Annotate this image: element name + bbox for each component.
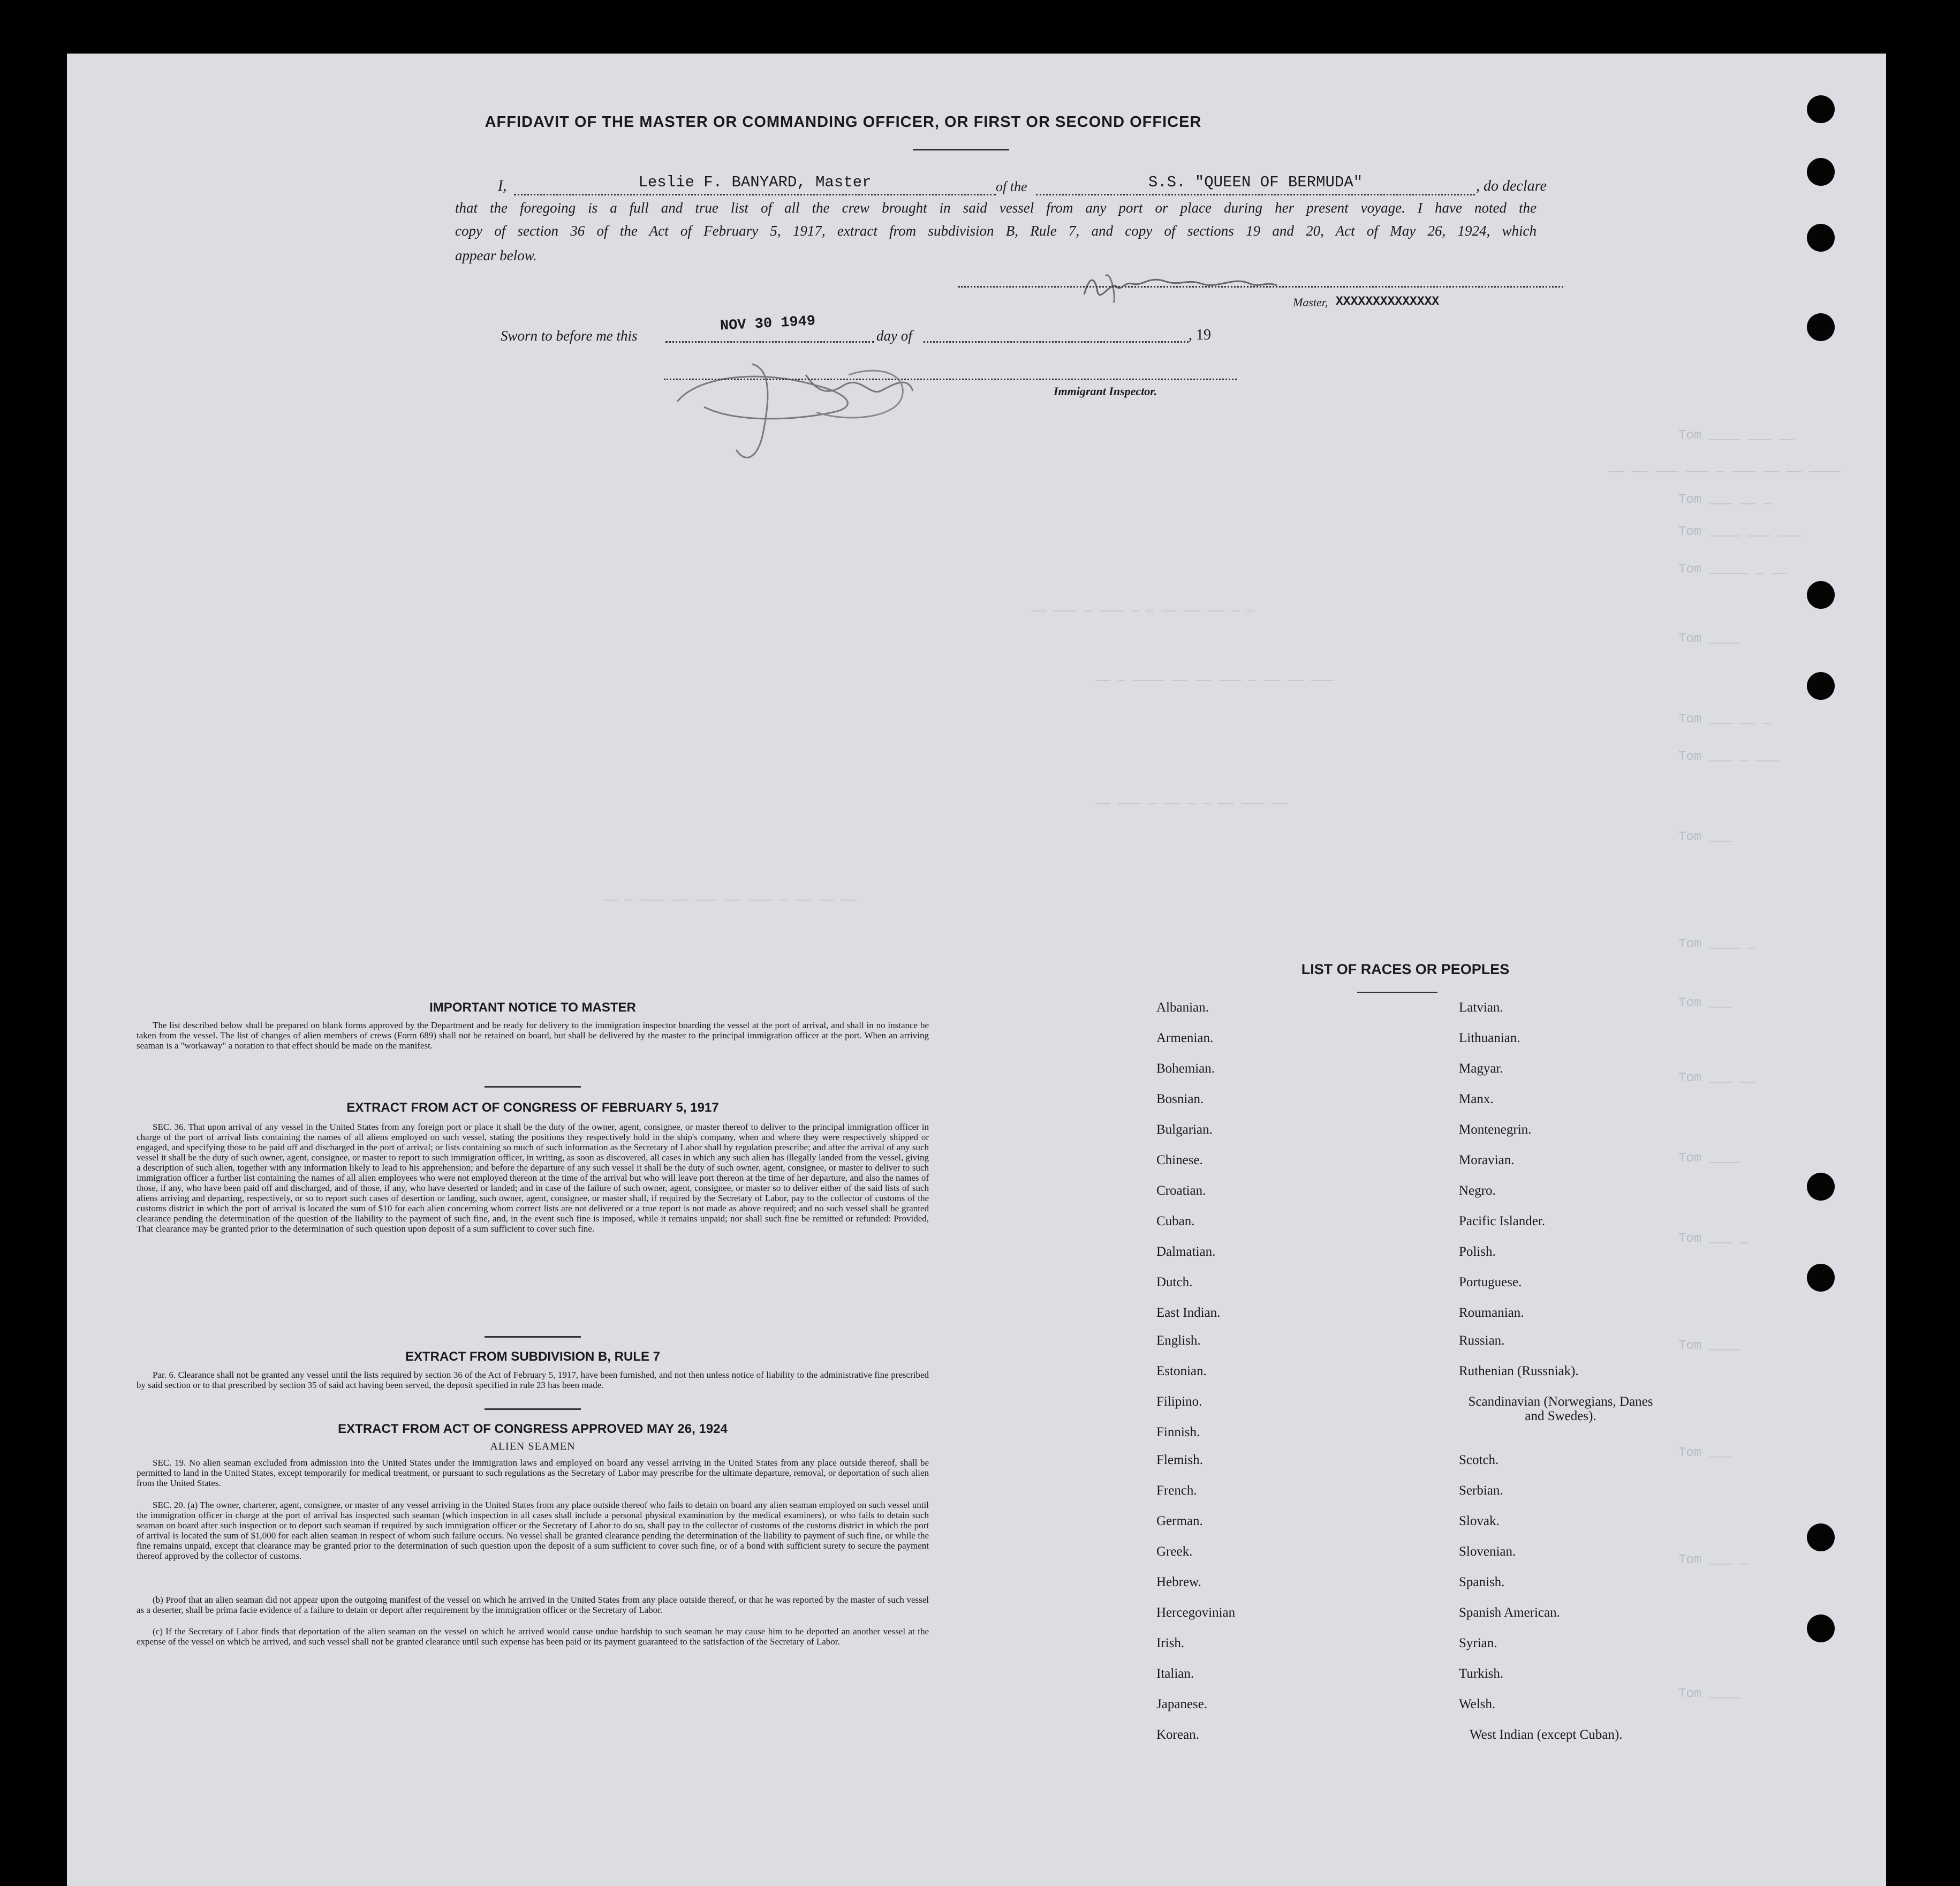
race-item: Spanish American. bbox=[1459, 1605, 1560, 1620]
rule7-body: Par. 6. Clearance shall not be granted any vessel until the lists required by section 36 of the Act of February 5, 1917, have been furnished, and not then unless notice of liability to the administrative fine prescribed by said section or to that prescribed by section 35 of said act having been served, the deposit specified in rule 23 has been made. bbox=[137, 1370, 929, 1390]
binder-hole bbox=[1807, 1523, 1835, 1551]
year-prefix: , 19 bbox=[1189, 327, 1211, 343]
affidavit-line-3: copy of section 36 of the Act of February 5, 1917, extract from subdivision B, Rule 7, and copy of sections 19 and 20, Act of May 26, 1924, which bbox=[455, 223, 1537, 239]
race-item: Filipino. bbox=[1156, 1394, 1202, 1409]
race-item: Latvian. bbox=[1459, 1000, 1503, 1015]
race-item: Italian. bbox=[1156, 1666, 1194, 1681]
race-item: Bosnian. bbox=[1156, 1092, 1204, 1106]
race-item: Scotch. bbox=[1459, 1453, 1499, 1467]
binder-hole bbox=[1807, 1615, 1835, 1642]
race-item: Pacific Islander. bbox=[1459, 1214, 1546, 1228]
races-title: LIST OF RACES OR PEOPLES bbox=[1301, 961, 1510, 977]
i-label: I, bbox=[498, 178, 507, 194]
rule7-title: EXTRACT FROM SUBDIVISION B, RULE 7 bbox=[405, 1349, 661, 1364]
race-item: Montenegrin. bbox=[1459, 1122, 1532, 1137]
race-item: Finnish. bbox=[1156, 1425, 1200, 1439]
sec20a-body: SEC. 20. (a) The owner, charterer, agent, consignee, or master of any vessel arriving in the United States from any place outside thereof who fails to detain on board any alien seaman employed on such vessel until the immigration officer in charge at the port of arrival has inspected such seaman (which inspection in all cases shall include a personal physical examination by the medical examiners), or who fails to detain such seaman on board after such inspection or to deport such seaman if required by such immigration officer or the Secretary of Labor to do so, shall pay to the collector of customs of the customs district in which the port of arrival is located the sum of $1,000 for each alien seaman in respect of whom such failure occurs. No vessel shall be granted clearance pending the determination of the liability to payment of such fine, or while the fine remains unpaid, except that clearance may be granted prior to the determination of such question upon the deposit of a sum sufficient to cover such fine, or of a bond with sufficient surety to secure the payment thereof approved by the collector of customs. bbox=[137, 1500, 929, 1561]
affidavit-title: AFFIDAVIT OF THE MASTER OR COMMANDING OFFICER, OR FIRST OR SECOND OFFICER bbox=[485, 114, 1202, 131]
race-item: Lithuanian. bbox=[1459, 1031, 1520, 1045]
affidavit-line-2: that the foregoing is a full and true list of all the crew brought in said vessel from any port or place during her present voyage. I have noted the bbox=[455, 200, 1537, 216]
master-signature-line bbox=[958, 285, 1563, 288]
notice-rule bbox=[485, 1086, 581, 1088]
race-item: Turkish. bbox=[1459, 1666, 1504, 1681]
binder-hole bbox=[1807, 95, 1835, 123]
race-item: Hercegovinian bbox=[1156, 1605, 1236, 1620]
race-item: Japanese. bbox=[1156, 1697, 1208, 1711]
race-item: West Indian (except Cuban). bbox=[1470, 1727, 1623, 1742]
extract-1917-title: EXTRACT FROM ACT OF CONGRESS OF FEBRUARY 5, 1917 bbox=[346, 1100, 719, 1115]
binder-hole bbox=[1807, 158, 1835, 186]
race-item: Manx. bbox=[1459, 1092, 1494, 1106]
race-item: Dutch. bbox=[1156, 1275, 1193, 1289]
race-item: Chinese. bbox=[1156, 1153, 1203, 1167]
sworn-label: Sworn to before me this bbox=[501, 328, 638, 344]
title-rule bbox=[913, 149, 1009, 150]
race-item: Scandinavian (Norwegians, Danes and Swedes). bbox=[1468, 1394, 1653, 1423]
race-item: Irish. bbox=[1156, 1636, 1185, 1650]
notice-body: The list described below shall be prepared on blank forms approved by the Department and be ready for delivery to the immigration inspector boarding the vessel at the port of arrival, and shall in no instance be taken from the vessel. The list of changes of alien members of crews (Form 689) shall not be retained on board, but shall be delivered by the master to the principal immigration officer at the port. When an arriving seaman is a "workaway" a notation to that effect should be made on the manifest. bbox=[137, 1020, 929, 1051]
master-name-field: Leslie F. BANYARD, Master bbox=[514, 173, 996, 195]
month-line bbox=[924, 340, 1189, 343]
binder-hole bbox=[1807, 581, 1835, 609]
race-item: Bohemian. bbox=[1156, 1061, 1215, 1076]
race-item: Greek. bbox=[1156, 1544, 1193, 1559]
race-item: Bulgarian. bbox=[1156, 1122, 1213, 1137]
do-declare-label: , do declare bbox=[1476, 178, 1547, 194]
binder-hole bbox=[1807, 1264, 1835, 1292]
race-item: Hebrew. bbox=[1156, 1575, 1201, 1589]
race-item: Russian. bbox=[1459, 1333, 1505, 1348]
inspector-signature-line bbox=[664, 378, 1237, 380]
race-item: English. bbox=[1156, 1333, 1201, 1348]
extract-1924-title: EXTRACT FROM ACT OF CONGRESS APPROVED MAY 26, 1924 bbox=[338, 1422, 728, 1436]
binder-hole bbox=[1807, 224, 1835, 252]
race-item: Korean. bbox=[1156, 1727, 1199, 1742]
binder-hole bbox=[1807, 672, 1835, 700]
race-item: Croatian. bbox=[1156, 1183, 1206, 1198]
race-item: Polish. bbox=[1459, 1244, 1496, 1259]
sec20b-body: (b) Proof that an alien seaman did not appear upon the outgoing manifest of the vessel on which he arrived in the United States from any place outside thereof, or that he was reported by the master of such vessel as a deserter, shall be prima facie evidence of a failure to detain or deport after requirement by the immigration officer or the Secretary of Labor. bbox=[137, 1595, 929, 1615]
race-item: Syrian. bbox=[1459, 1636, 1497, 1650]
sworn-date-stamp: NOV 30 1949 bbox=[720, 313, 816, 335]
day-of-label: day of bbox=[876, 328, 912, 344]
rule7-rule bbox=[485, 1408, 581, 1410]
inspector-label: Immigrant Inspector. bbox=[1054, 384, 1157, 398]
race-item: German. bbox=[1156, 1514, 1203, 1528]
master-label: Master, bbox=[1293, 296, 1328, 309]
race-item: East Indian. bbox=[1156, 1306, 1221, 1320]
race-item: Ruthenian (Russniak). bbox=[1459, 1364, 1579, 1378]
sec20c-body: (c) If the Secretary of Labor finds that deportation of the alien seaman on the vessel on which he arrived would cause undue hardship to such seaman he may cause him to be deported an another vessel at the expense of the vessel on which he arrived, and such vessel shall not be granted clearance until such expense has been paid or its payment guaranteed to the satisfaction of the Secretary of Labor. bbox=[137, 1626, 929, 1647]
inspector-signature bbox=[656, 343, 956, 471]
race-item: Flemish. bbox=[1156, 1453, 1203, 1467]
race-item: Magyar. bbox=[1459, 1061, 1503, 1076]
extract-1917-rule bbox=[485, 1336, 581, 1338]
vessel-name-field: S.S. "QUEEN OF BERMUDA" bbox=[1036, 173, 1475, 195]
race-item: Serbian. bbox=[1459, 1483, 1503, 1498]
race-item: Cuban. bbox=[1156, 1214, 1195, 1228]
sec19-body: SEC. 19. No alien seaman excluded from admission into the United States under the immigration laws and employed on board any vessel arriving in the United States from any place outside thereof, shall be permitted to land in the United States, except temporarily for medical treatment, or pursuant to such regulations as the Secretary of Labor may prescribe for the ultimate departure, removal, or deportation of such alien from the United States. bbox=[137, 1458, 929, 1488]
binder-hole bbox=[1807, 1173, 1835, 1201]
race-item: Negro. bbox=[1459, 1183, 1496, 1198]
race-item: Portuguese. bbox=[1459, 1275, 1522, 1289]
race-item: Slovenian. bbox=[1459, 1544, 1516, 1559]
race-item: Slovak. bbox=[1459, 1514, 1500, 1528]
race-item: Dalmatian. bbox=[1156, 1244, 1216, 1259]
race-item: Roumanian. bbox=[1459, 1306, 1524, 1320]
binder-hole bbox=[1807, 313, 1835, 341]
struck-title-text: XXXXXXXXXXXXXX bbox=[1336, 295, 1440, 308]
race-item: French. bbox=[1156, 1483, 1197, 1498]
race-item: Spanish. bbox=[1459, 1575, 1505, 1589]
race-item: Estonian. bbox=[1156, 1364, 1207, 1378]
extract-1917-body: SEC. 36. That upon arrival of any vessel in the United States from any foreign port or place it shall be the duty of the owner, agent, consignee, or master thereof to deliver to the principal immigration officer in charge of the port of arrival lists containing the names of all aliens employed on such vessel, stating the positions they respectively hold in the ship's company, when and where they were respectively shipped or engaged, and specifying those to be paid off and discharged in the port of arrival; or lists containing so much of such information as the Secretary of Labor shall by regulation prescribe; and after the arrival of any such vessel it shall be the duty of such owner, agent, consignee, or master to report to such immigration officer, in writing, as soon as discovered, all cases in which any such alien has illegally landed from the vessel, giving a description of such alien, together with any information likely to lead to his apprehension; and before the departure of any such vessel it shall be the duty of such owner, agent, consignee, or master to deliver to such immigration officer a further list containing the names of all alien employees who were not employed thereon at the time of the arrival but who will leave port thereon at the time of her departure, and also the names of those, if any, who have been paid off and discharged, and of those, if any, who have deserted or landed; and in case of the failure of such owner, agent, consignee, or master so to deliver either of the said lists of such aliens arriving and departing, respectively, or so to report such cases of desertion or landing, such owner, agent, consignee, or master shall, if required by the Secretary of Labor, pay to the collector of customs of the customs district in which the port of arrival is located the sum of $10 for each alien concerning whom correct lists are not delivered or a true report is not made as above required; and no such vessel shall be granted clearance pending the determination of the question of the liability to the payment of such fine, and, in the event such fine is imposed, while it remains unpaid; nor shall such fine be remitted or refunded: Provided, That clearance may be granted prior to the determination of such question upon deposit of a sum sufficient to cover such fine. bbox=[137, 1122, 929, 1234]
race-item: Welsh. bbox=[1459, 1697, 1496, 1711]
extract-1924-subtitle: ALIEN SEAMEN bbox=[490, 1440, 576, 1452]
of-the-label: of the bbox=[996, 179, 1027, 194]
affidavit-line-4: appear below. bbox=[455, 247, 537, 263]
race-item: Armenian. bbox=[1156, 1031, 1214, 1045]
race-item: Moravian. bbox=[1459, 1153, 1515, 1167]
races-rule bbox=[1357, 992, 1437, 993]
notice-title: IMPORTANT NOTICE TO MASTER bbox=[429, 1000, 636, 1015]
race-item: Albanian. bbox=[1156, 1000, 1209, 1015]
document-page: Tom ____ ___ __ __ __ ___ ___ _ ___ __ __ ____ Tom ___ __ _ Tom ____ ___ ___ Tom _____ _ __ __ ___ _ ___ _ _ __ __ __ _ _ Tom ____ __ _ ____ __ __ ___ _ __ __ ___ Tom ___ __ _ Tom ___ _ ___ __ ___ _ __ _ _ __ ___ __ Tom ___ __ _ ___ __ ___ __ ___ _ __ __ __ Tom ____ _ Tom ___ Tom ___ __ Tom ____ Tom ___ _ Tom ____ Tom ___ Tom ___ _ Tom ____ AFFIDAVIT OF THE MASTER OR COMMANDING OFFICER, OR FIRST OR SECOND OFFICER I, Leslie F. BANYARD, Master of the S.S. "QUEEN OF BERMUDA" , do declare that the foregoing is a full and true list of all the crew brought in said vessel from any port or place during her present voyage. I have noted the copy of section 36 of the Act of February 5, 1917, extract from subdivision B, Rule 7, and copy of sections 19 and 20, Act of May 26, 1924, which appear below. Master, XXXXXXXXXXXXXX Sworn to before me this NOV 30 1949 day of , 19 Immigrant Inspector. IMPORTANT NOTICE TO MASTER The list described below shall be prepared on blank forms approved by the Department and be ready for delivery to the immigration inspector boarding the vessel at the port of arrival, and shall in no instance be taken from the vessel. The list of changes of alien members of crews (Form 689) shall not be retained on board, but shall be delivered by the master to the principal immigration officer at the port. When an arriving seaman is a "workaway" a notation to that effect should be made on the manifest. EXTRACT FROM ACT OF CONGRESS OF FEBRUARY 5, 1917 SEC. 36. That upon arrival of any vessel in the United States from any foreign port or place it shall be the duty of the owner, agent, consignee, or master thereof to deliver to the principal immigration officer in charge of the port of arrival lists containing the names of all aliens employed on such vessel, stating the positions they respectively hold in the ship's company, when and where they were respectively shipped or engaged, and specifying those to be paid off and discharged in the port of arrival; or lists containing so much of such information as the Secretary of Labor shall by regulation prescribe; and after the arrival of any such vessel it shall be the duty of such owner, agent, consignee, or master to report to such immigration officer, in writing, as soon as discovered, all cases in which any such alien has illegally landed from the vessel, giving a description of such alien, together with any information likely to lead to his apprehension; and before the departure of any such vessel it shall be the duty of such owner, agent, consignee, or master to deliver to such immigration officer a further list containing the names of all alien employees who were not employed thereon at the time of the arrival but who will leave port thereon at the time of her departure, and also the names of those, if any, who have been paid off and discharged, and of those, if any, who have deserted or landed; and in case of the failure of such owner, agent, consignee, or master so to deliver either of the said lists of such aliens arriving and departing, respectively, or so to report such cases of desertion or landing, such owner, agent, consignee, or master shall, if required by the Secretary of Labor, pay to the collector of customs of the customs district in which the port of arrival is located the sum of $10 for each alien concerning whom correct lists are not delivered or a true report is not made as above required; and no such vessel shall be granted clearance pending the determination of the question of the liability to the payment of such fine, and, in the event such fine is imposed, while it remains unpaid; nor shall such fine be remitted or refunded: Provided, That clearance may be granted prior to the determination of such question upon deposit of a sum sufficient to cover such fine. EXTRACT FROM SUBDIVISION B, RULE 7 Par. 6. Clearance shall not be granted any vessel until the lists required by section 36 of the Act of February 5, 1917, have been furnished, and not then unless notice of liability to the administrative fine prescribed by said section or to that prescribed by section 35 of said act having been served, the deposit specified in rule 23 has been made. EXTRACT FROM ACT OF CONGRESS APPROVED MAY 26, 1924 ALIEN SEAMEN SEC. 19. No alien seaman excluded from admission into the United States under the immigration laws and employed on board any vessel arriving in the United States from any place outside thereof, shall be permitted to land in the United States, except temporarily for medical treatment, or pursuant to such regulations as the Secretary of Labor may prescribe for the ultimate departure, removal, or deportation of such alien from the United States. SEC. 20. (a) The owner, charterer, agent, consignee, or master of any vessel arriving in the United States from any place outside thereof who fails to detain on board any alien seaman employed on such vessel until the immigration officer in charge at the port of arrival has inspected such seaman (which inspection in all cases shall include a personal physical examination by the medical examiners), or who fails to detain such seaman on board after such inspection or to deport such seaman if required by such immigration officer or the Secretary of Labor to do so, shall pay to the collector of customs of the customs district in which the port of arrival is located the sum of $1,000 for each alien seaman in respect of whom such failure occurs. No vessel shall be granted clearance pending the determination of the liability to payment of such fine, or while the fine remains unpaid, except that clearance may be granted prior to the determination of such question upon the deposit of a sum sufficient to cover such fine, or of a bond with sufficient surety to secure the payment thereof approved by the collector of customs. (b) Proof that an alien seaman did not appear upon the outgoing manifest of the vessel on which he arrived in the United States from any place outside thereof, or that he was reported by the master of such vessel as a deserter, shall be prima facie evidence of a failure to detain or deport after requirement by the immigration officer or the Secretary of Labor. (c) If the Secretary of Labor finds that deportation of the alien seaman on the vessel on which he arrived would cause undue hardship to such seaman he may cause him to be deported an another vessel at the expense of the vessel on which he arrived, and such vessel shall not be granted clearance until such expense has been paid or its payment guaranteed to the satisfaction of the Secretary of Labor. LIST OF RACES OR PEOPLES Albanian. Armenian. Bohemian. Bosnian. Bulgarian. Chinese. Croatian. Cuban. Dalmatian. Dutch. East Indian. English. Estonian. Filipino. Finnish. Flemish. French. German. Greek. Hebrew. Hercegovinian Irish. Italian. Japanese. Korean. Latvian. Lithuanian. Magyar. Manx. Montenegrin. Moravian. Negro. Pacific Islander. Polish. Portuguese. Roumanian. Russian. Ruthenian (Russniak). Scandinavian (Norwegians, Danes and Swedes). Scotch. Serbian. Slovak. Slovenian. Spanish. Spanish American. Syrian. Turkish. Welsh. West Indian (except Cuban). bbox=[67, 54, 1886, 1886]
